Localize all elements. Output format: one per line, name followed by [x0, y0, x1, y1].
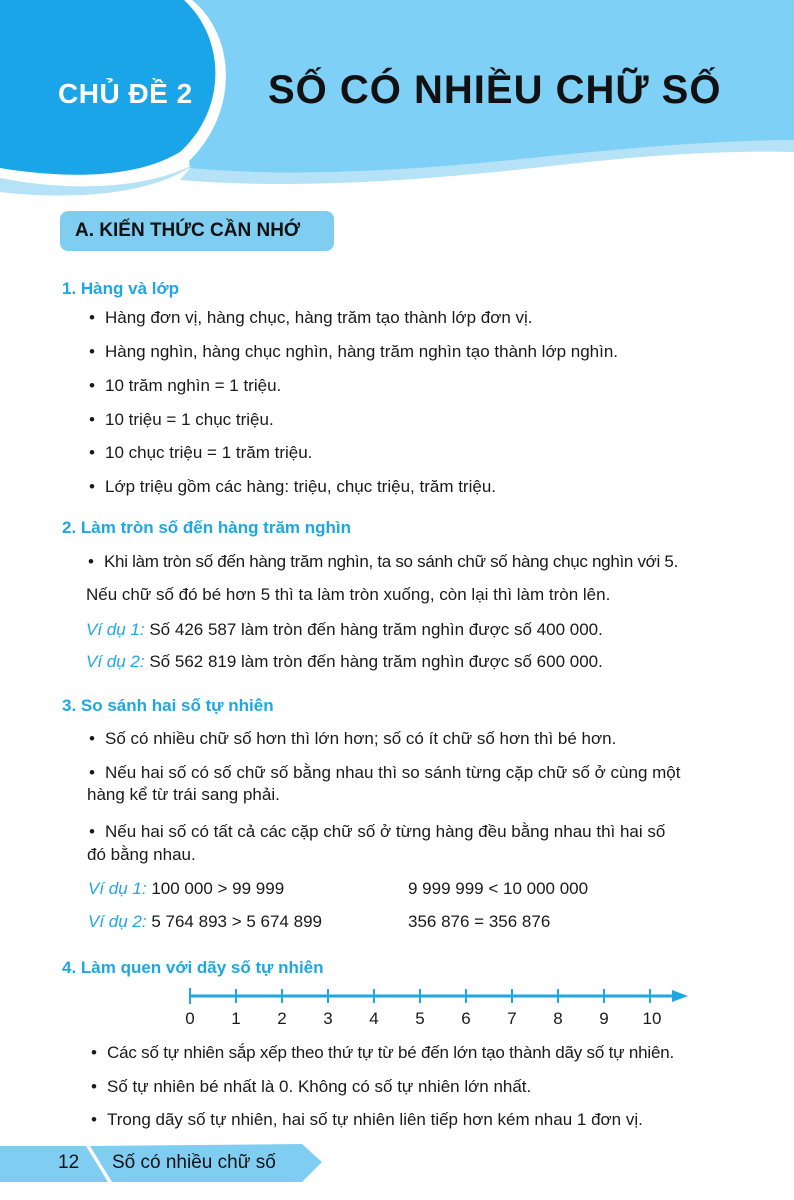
- page-number: 12: [58, 1152, 80, 1173]
- number-line-label: 10: [642, 1009, 662, 1028]
- topic-3-example-2: [88, 912, 322, 932]
- chapter-header: [0, 0, 794, 200]
- number-line: [186, 985, 691, 1007]
- number-line-label: 0: [185, 1009, 195, 1028]
- example-left: 5 764 893 > 5 674 899: [151, 912, 322, 931]
- topic-1-bullet: • 10 chục triệu = 1 trăm triệu.: [105, 443, 312, 463]
- topic-4-bullet: • Số tự nhiên bé nhất là 0. Không có số tự nhiên lớn nhất.: [107, 1077, 531, 1097]
- topic-1-bullet: • Hàng đơn vị, hàng chục, hàng trăm tạo thành lớp đơn vị.: [105, 308, 533, 328]
- example-text: Số 562 819 làm tròn đến hàng trăm nghìn được số 600 000.: [149, 652, 603, 671]
- number-line-label: 1: [231, 1009, 241, 1028]
- topic-3-example-2-right: 356 876 = 356 876: [408, 912, 551, 931]
- number-line-label: 7: [507, 1009, 517, 1028]
- section-badge: [60, 211, 334, 251]
- topic-1-heading: 1. Hàng và lớp: [62, 279, 179, 298]
- topic-3-example-1: [88, 879, 284, 899]
- topic-3-bullet: • Nếu hai số có số chữ số bằng nhau thì so sánh từng cặp chữ số ở cùng một: [105, 763, 680, 783]
- topic-2-example-2: [86, 652, 603, 672]
- topic-3-bullet: • Số có nhiều chữ số hơn thì lớn hơn; số có ít chữ số hơn thì bé hơn.: [105, 729, 616, 749]
- topic-3-bullet: • Nếu hai số có tất cả các cặp chữ số ở từng hàng đều bằng nhau thì hai số: [105, 822, 665, 842]
- topic-2-example-1: [86, 620, 603, 640]
- example-label: Ví dụ 2:: [88, 912, 147, 931]
- number-line-label: 4: [369, 1009, 379, 1028]
- example-left: 100 000 > 99 999: [151, 879, 285, 898]
- topic-4-bullet: • Các số tự nhiên sắp xếp theo thứ tự từ bé đến lớn tạo thành dãy số tự nhiên.: [107, 1043, 674, 1063]
- topic-3-bullet-continuation: hàng kể từ trái sang phải.: [87, 785, 280, 804]
- topic-3-heading: 3. So sánh hai số tự nhiên: [62, 696, 274, 715]
- topic-3-bullet-continuation: đó bằng nhau.: [87, 845, 196, 864]
- topic-1-bullet: • Lớp triệu gồm các hàng: triệu, chục triệu, trăm triệu.: [105, 477, 496, 497]
- example-label: Ví dụ 1:: [88, 879, 147, 898]
- section-title: A. KIẾN THỨC CẦN NHỚ: [75, 220, 301, 241]
- topic-4-heading: 4. Làm quen với dãy số tự nhiên: [62, 958, 324, 977]
- chapter-title: SỐ CÓ NHIỀU CHỮ SỐ: [268, 68, 722, 112]
- topic-2-heading: 2. Làm tròn số đến hàng trăm nghìn: [62, 518, 352, 537]
- topic-1-bullet: • Hàng nghìn, hàng chục nghìn, hàng trăm nghìn tạo thành lớp nghìn.: [105, 342, 618, 362]
- topic-4-bullet: • Trong dãy số tự nhiên, hai số tự nhiên liên tiếp hơn kém nhau 1 đơn vị.: [107, 1110, 643, 1130]
- number-line-label: 3: [323, 1009, 333, 1028]
- topic-2-bullet: • Khi làm tròn số đến hàng trăm nghìn, ta so sánh chữ số hàng chục nghìn với 5.: [104, 552, 678, 572]
- topic-3-example-1-right: 9 999 999 < 10 000 000: [408, 879, 589, 898]
- topic-1-bullet: • 10 triệu = 1 chục triệu.: [105, 410, 274, 430]
- number-line-label: 6: [461, 1009, 471, 1028]
- example-label: Ví dụ 2:: [86, 652, 145, 671]
- chapter-label: CHỦ ĐỀ 2: [58, 78, 193, 109]
- number-line-label: 9: [599, 1009, 609, 1028]
- example-text: Số 426 587 làm tròn đến hàng trăm nghìn được số 400 000.: [149, 620, 603, 639]
- number-line-label: 8: [553, 1009, 563, 1028]
- topic-1-bullet: • 10 trăm nghìn = 1 triệu.: [105, 376, 281, 396]
- example-label: Ví dụ 1:: [86, 620, 145, 639]
- topic-2-continuation: Nếu chữ số đó bé hơn 5 thì ta làm tròn xuống, còn lại thì làm tròn lên.: [86, 585, 611, 604]
- footer-title: Số có nhiều chữ số: [112, 1152, 276, 1173]
- number-line-label: 2: [277, 1009, 287, 1028]
- number-line-label: 5: [415, 1009, 425, 1028]
